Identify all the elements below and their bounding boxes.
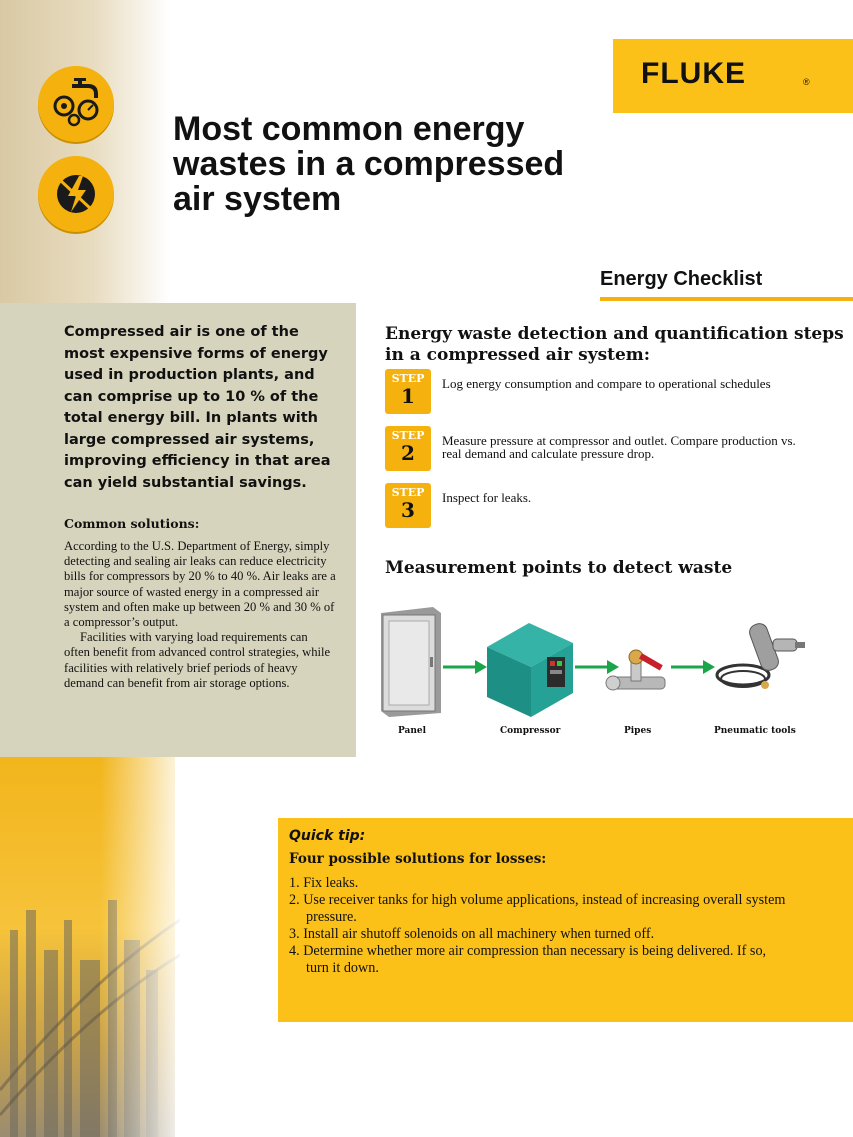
registered-mark: ® — [803, 77, 810, 87]
measurement-heading: Measurement points to detect waste — [385, 558, 733, 578]
step-number: 2 — [401, 441, 415, 465]
side-decor-fade — [100, 757, 190, 1137]
pneumatic-tool-illustration — [717, 621, 805, 689]
step-text: Log energy consumption and compare to operational schedules — [442, 376, 771, 391]
diagram-label-compressor: Compressor — [500, 726, 561, 736]
step-word: STEP — [391, 486, 425, 499]
diagram-label-pipes: Pipes — [624, 726, 652, 736]
flow-arrow — [443, 660, 487, 674]
pipes-illustration — [606, 650, 665, 690]
step-text: Measure pressure at compressor and outlet. Compare production vs. real demand and calculate pressure drop. — [442, 433, 796, 461]
step-badge — [385, 369, 431, 414]
step-word: STEP — [391, 372, 425, 385]
tip-item: 2. Use receiver tanks for high volume applications, instead of increasing overall system pressure. — [289, 892, 786, 925]
compressor-valve-icon — [38, 66, 114, 142]
page-title: Most common energy wastes in a compressed air system — [173, 110, 565, 218]
fluke-logo — [613, 39, 853, 113]
logo-wordmark: FLUKE — [641, 57, 746, 90]
tip-item: 1. Fix leaks. — [289, 875, 359, 891]
solutions-paragraph: Facilities with varying load requirements can often benefit from advanced control strategies, while facilities with relatively brief periods of heavy demand can benefit from air storage options. — [64, 630, 331, 690]
solutions-body — [64, 539, 336, 691]
tip-item: 3. Install air shutoff solenoids on all machinery when turned off. — [289, 926, 655, 942]
solutions-paragraph: According to the U.S. Department of Energy, simply detecting and sealing air leaks can reduce electricity bills for compressors by 20 % to 40 %. Air leaks are a major source of wasted energy in a compressed air system and often make up between 20 % and 30 % of a compressor’s output. — [64, 539, 336, 630]
panel-illustration — [381, 607, 441, 717]
intro-text: Compressed air is one of the most expensive forms of energy used in production plants, and can comprise up to 10 % of the total energy bill. In plants with large compressed air systems, improving efficiency in that area can yield substantial savings. — [64, 324, 331, 491]
step-number: 1 — [401, 384, 415, 408]
step-word: STEP — [391, 429, 425, 442]
section-rule — [600, 297, 853, 301]
tip-subheading: Four possible solutions for losses: — [289, 851, 547, 867]
measurement-diagram — [375, 605, 815, 745]
tip-heading: Quick tip: — [289, 828, 366, 844]
flow-arrow — [575, 660, 619, 674]
no-electricity-icon — [38, 156, 114, 232]
step-number: 3 — [401, 498, 415, 522]
diagram-label-pneumatic-tools: Pneumatic tools — [714, 726, 796, 736]
steps-heading: Energy waste detection and quantification steps in a compressed air system: — [385, 324, 844, 365]
flow-arrow — [671, 660, 715, 674]
step-badge — [385, 483, 431, 528]
quick-tip-box — [278, 818, 853, 1022]
section-label: Energy Checklist — [600, 268, 763, 290]
diagram-label-panel: Panel — [398, 726, 427, 736]
tip-list — [289, 875, 789, 977]
step-badge — [385, 426, 431, 471]
step-text: Inspect for leaks. — [442, 490, 532, 505]
solutions-heading: Common solutions: — [64, 516, 200, 531]
tip-item: 4. Determine whether more air compression than necessary is being delivered. If so, turn it down. — [289, 943, 767, 976]
compressor-illustration — [487, 623, 573, 717]
